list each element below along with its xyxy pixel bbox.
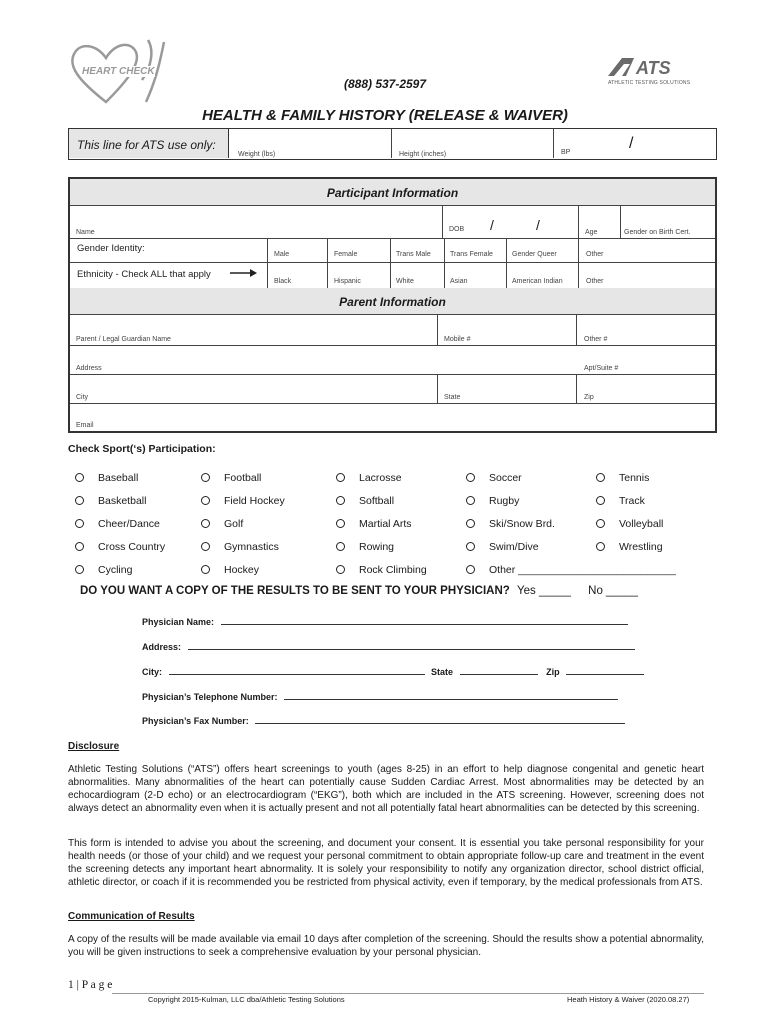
radio-button[interactable] <box>596 519 605 528</box>
radio-button[interactable] <box>201 565 210 574</box>
ats-logo-subtitle: ATHLETIC TESTING SOLUTIONS <box>608 80 691 86</box>
bp-label: BP <box>561 149 571 156</box>
radio-button[interactable] <box>596 542 605 551</box>
radio-button[interactable] <box>201 496 210 505</box>
sport-label: Hockey <box>224 563 260 576</box>
sport-label: Ski/Snow Brd. <box>489 517 555 530</box>
sport-option[interactable] <box>596 512 663 535</box>
physician-copy-question <box>80 585 638 597</box>
divider <box>506 262 507 288</box>
sport-option[interactable] <box>336 512 427 535</box>
participant-form <box>68 177 717 433</box>
other-phone-label: Other # <box>584 336 608 343</box>
state-label: State <box>444 394 461 401</box>
footer-divider <box>112 993 704 994</box>
page-title: HEALTH & FAMILY HISTORY (RELEASE & WAIVER) <box>202 107 568 124</box>
sport-label: Gymnastics <box>224 540 279 553</box>
divider <box>70 345 715 346</box>
sport-option[interactable] <box>336 466 427 489</box>
dob-slash: / <box>490 217 494 233</box>
physician-address-input[interactable] <box>188 641 635 650</box>
sport-label: Soccer <box>489 471 522 484</box>
radio-button[interactable] <box>336 519 345 528</box>
zip-label: Zip <box>584 394 594 401</box>
ethnicity-option[interactable]: American Indian <box>512 278 563 285</box>
sport-option[interactable] <box>596 489 663 512</box>
sport-label: Golf <box>224 517 244 530</box>
divider <box>267 238 268 262</box>
gender-option[interactable]: Trans Female <box>450 251 493 258</box>
radio-button[interactable] <box>466 565 475 574</box>
guardian-label: Parent / Legal Guardian Name <box>76 336 171 343</box>
radio-button[interactable] <box>336 496 345 505</box>
sport-option[interactable] <box>596 535 663 558</box>
footer-version: Heath History & Waiver (2020.08.27) <box>567 995 690 1004</box>
sport-label: Wrestling <box>619 540 663 553</box>
radio-button[interactable] <box>75 519 84 528</box>
divider <box>506 238 507 262</box>
radio-button[interactable] <box>75 542 84 551</box>
apt-label: Apt/Suite # <box>584 365 619 372</box>
sport-label: Rugby <box>489 494 520 507</box>
disclosure-paragraph: Athletic Testing Solutions (“ATS”) offers heart screenings to youth (ages 8-25) in an effort to help diagnose congenital and genetic heart abnormalities. Many abnormalities of the heart can potentially cause Sudden Cardiac Arrest. Most abnormalities may be detected by an echocardiogram (2-D echo) or an electrocardiogram (“EKG”), both which are included in the ATS screening. However, screening does not always detect an abnormality even when it is actually present and not all potentially fatal heart abnormalities can be detected by this screening. <box>68 764 704 814</box>
radio-button[interactable] <box>201 473 210 482</box>
gender-identity-label: Gender Identity: <box>77 243 145 254</box>
sport-option[interactable] <box>201 558 285 581</box>
divider <box>327 262 328 288</box>
radio-button[interactable] <box>75 473 84 482</box>
sport-label: Lacrosse <box>359 471 402 484</box>
divider <box>437 314 438 345</box>
sport-option[interactable] <box>336 535 427 558</box>
sport-option[interactable] <box>75 535 165 558</box>
communication-paragraph: A copy of the results will be made available via email 10 days after completion of the screening. Should the results show a potential abnormality, you will be given instructions to seek a comprehensive evaluation by your personal physician. <box>68 934 704 958</box>
divider <box>70 262 715 263</box>
physician-fax-field <box>142 715 625 726</box>
sport-option[interactable] <box>336 489 427 512</box>
email-label: Email <box>76 422 94 429</box>
radio-button[interactable] <box>201 542 210 551</box>
divider <box>444 238 445 262</box>
physician-address-field <box>142 641 635 652</box>
gender-birth-label: Gender on Birth Cert. <box>624 229 691 236</box>
radio-button[interactable] <box>596 496 605 505</box>
radio-button[interactable] <box>336 542 345 551</box>
gender-option[interactable]: Other <box>586 251 604 258</box>
sport-label: Martial Arts <box>359 517 412 530</box>
gender-option[interactable]: Trans Male <box>396 251 431 258</box>
radio-button[interactable] <box>201 519 210 528</box>
divider <box>444 262 445 288</box>
sports-column <box>336 466 427 581</box>
physician-state-label: State <box>431 667 454 677</box>
sport-option[interactable] <box>201 535 285 558</box>
participant-heading: Participant Information <box>70 179 715 205</box>
divider <box>327 238 328 262</box>
svg-text:ATS: ATS <box>636 58 671 78</box>
sport-label: Field Hockey <box>224 494 285 507</box>
divider <box>620 205 621 238</box>
gender-option[interactable]: Male <box>274 251 290 258</box>
divider <box>267 262 268 288</box>
city-label: City <box>76 394 89 401</box>
divider <box>391 129 392 158</box>
sport-option[interactable] <box>201 512 285 535</box>
sport-option-other[interactable] <box>466 558 676 581</box>
physician-fax-label: Physician’s Fax Number: <box>142 716 249 726</box>
yes-option[interactable]: Yes _____ <box>517 585 571 597</box>
ethnicity-option[interactable]: White <box>396 278 414 285</box>
weight-label: Weight (lbs) <box>238 151 276 158</box>
arrow-right-icon <box>230 266 258 284</box>
sport-label: Softball <box>359 494 395 507</box>
divider <box>578 238 579 262</box>
divider <box>70 238 715 239</box>
ethnicity-option[interactable]: Black <box>274 278 292 285</box>
radio-button[interactable] <box>336 473 345 482</box>
divider <box>578 205 579 238</box>
divider <box>553 129 554 158</box>
sport-label: Cheer/Dance <box>98 517 160 530</box>
divider <box>70 314 715 315</box>
sport-option[interactable] <box>201 466 285 489</box>
sport-option[interactable] <box>75 489 165 512</box>
divider <box>576 314 577 345</box>
divider <box>70 205 715 206</box>
gender-option[interactable]: Female <box>334 251 358 258</box>
sport-label: Other ___________________________ <box>489 563 676 576</box>
divider <box>70 374 715 375</box>
sport-label: Cycling <box>98 563 133 576</box>
divider <box>70 403 715 404</box>
sports-title: Check Sport(‘s) Participation: <box>68 443 216 455</box>
divider <box>442 205 443 238</box>
physician-name-field <box>142 616 628 627</box>
height-label: Height (inches) <box>399 151 447 158</box>
dob-slash: / <box>536 217 540 233</box>
physician-city-field <box>142 666 644 677</box>
bp-slash: / <box>629 135 634 152</box>
physician-fax-input[interactable] <box>255 715 625 724</box>
radio-button[interactable] <box>75 496 84 505</box>
name-label: Name <box>76 229 95 236</box>
sport-option[interactable] <box>596 466 663 489</box>
sport-label: Rowing <box>359 540 395 553</box>
ats-use-label: This line for ATS use only: <box>69 129 229 158</box>
sport-label: Swim/Dive <box>489 540 539 553</box>
footer-copyright: Copyright 2015-Kulman, LLC dba/Athletic Testing Solutions <box>148 995 345 1004</box>
physician-phone-field <box>142 691 618 702</box>
physician-name-label: Physician Name: <box>142 617 215 627</box>
physician-zip-input[interactable] <box>566 666 644 675</box>
sport-label: Football <box>224 471 262 484</box>
ethnicity-option[interactable]: Hispanic <box>334 278 361 285</box>
radio-button[interactable] <box>466 496 475 505</box>
sport-label: Basketball <box>98 494 147 507</box>
sport-label: Cross Country <box>98 540 166 553</box>
age-label: Age <box>585 229 598 236</box>
sports-column <box>75 466 165 581</box>
physician-phone-label: Physician’s Telephone Number: <box>142 692 278 702</box>
radio-button[interactable] <box>466 473 475 482</box>
sport-option[interactable] <box>75 512 165 535</box>
sport-label: Tennis <box>619 471 650 484</box>
sports-column <box>201 466 285 581</box>
sport-label: Volleyball <box>619 517 664 530</box>
mobile-label: Mobile # <box>444 336 471 343</box>
address-label: Address <box>76 365 102 372</box>
disclosure-paragraph: This form is intended to advise you about the screening, and document your consent. It is essential you take personal responsibility for your health needs (or those of your child) and we request your personal commitment to obtain appropriate follow-up care and treatment in the event the screening detects any important heart abnormality. It is solely your responsibility to notify any organization director, school district official, athletic director, or coach if it is recommended you be restricted from physical activity, even if temporary, by the medical professionals from ATS. <box>68 838 704 888</box>
ethnicity-option[interactable]: Asian <box>450 278 468 285</box>
radio-button[interactable] <box>336 565 345 574</box>
question-text: DO YOU WANT A COPY OF THE RESULTS TO BE SENT TO YOUR PHYSICIAN? <box>80 585 510 597</box>
physician-phone-input[interactable] <box>284 691 618 700</box>
radio-button[interactable] <box>75 565 84 574</box>
communication-heading: Communication of Results <box>68 911 195 922</box>
physician-city-input[interactable] <box>169 666 425 675</box>
disclosure-heading: Disclosure <box>68 741 120 752</box>
physician-zip-label: Zip <box>546 667 560 677</box>
dob-label: DOB <box>449 226 465 233</box>
page-number: 1 | P a g e <box>68 979 113 991</box>
sport-option[interactable] <box>75 558 165 581</box>
sport-option[interactable] <box>336 558 427 581</box>
divider <box>390 238 391 262</box>
gender-option[interactable]: Gender Queer <box>512 251 557 258</box>
parent-heading: Parent Information <box>70 288 715 314</box>
radio-button[interactable] <box>466 519 475 528</box>
divider <box>437 374 438 403</box>
sport-option[interactable] <box>201 489 285 512</box>
sport-label: Baseball <box>98 471 139 484</box>
radio-button[interactable] <box>466 542 475 551</box>
ats-use-row <box>68 128 717 160</box>
ethnicity-label: Ethnicity - Check ALL that apply <box>77 269 211 280</box>
phone-number: (888) 537-2597 <box>343 77 427 91</box>
divider <box>576 374 577 403</box>
physician-address-label: Address: <box>142 642 182 652</box>
physician-name-input[interactable] <box>221 616 628 625</box>
sport-label: Track <box>619 494 645 507</box>
no-option[interactable]: No _____ <box>588 585 639 597</box>
divider <box>578 262 579 288</box>
logo-text: HEART CHECK <box>82 66 155 77</box>
ethnicity-option[interactable]: Other <box>586 278 604 285</box>
divider <box>390 262 391 288</box>
radio-button[interactable] <box>596 473 605 482</box>
physician-city-label: City: <box>142 667 162 677</box>
sport-label: Rock Climbing <box>359 563 427 576</box>
physician-state-input[interactable] <box>460 666 538 675</box>
sport-option[interactable] <box>75 466 165 489</box>
sports-column <box>596 466 663 558</box>
